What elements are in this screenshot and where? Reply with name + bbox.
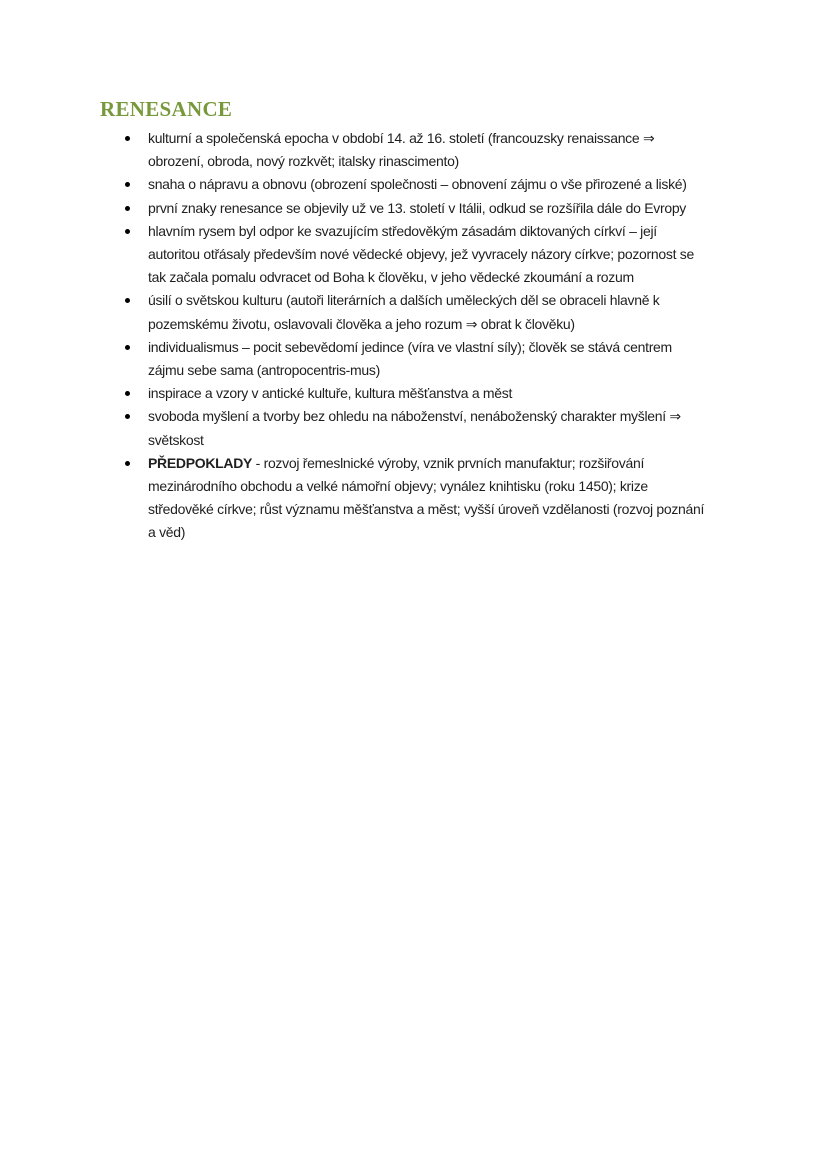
- bullet-icon: [125, 414, 130, 419]
- text-line: individualismus – pocit sebevědomí jedince (víra ve vlastní síly); člověk se stává centrem: [148, 338, 672, 355]
- bullet-text-block: [148, 452, 790, 545]
- list-item: [100, 289, 790, 335]
- text-line: hlavním rysem byl odpor ke svazujícím středověkým zásadám diktovaných církví – její: [148, 222, 657, 239]
- bullet-text-block: [148, 405, 790, 451]
- bullet-text: - rozvoj řemeslnické výroby, vznik prvních manufaktur; rozšiřování: [252, 454, 645, 471]
- bullet-text-block: [148, 289, 790, 335]
- list-item: [100, 173, 790, 196]
- bullet-icon: [125, 391, 130, 396]
- text-line: obrození, obroda, nový rozkvět; italsky rinascimento): [148, 153, 459, 170]
- bullet-text-block: [148, 336, 790, 382]
- bullet-icon: [125, 229, 130, 234]
- text-line: úsilí o světskou kulturu (autoři literárních a dalších uměleckých děl se obraceli hlavně k: [148, 292, 660, 309]
- text-line: autoritou otřásaly především nové vědecké objevy, jež vyvracely názory církve; pozornost se: [148, 246, 694, 263]
- text-line: pozemskému životu, oslavovali člověka a jeho rozum ⇒ obrat k člověku): [148, 315, 575, 332]
- text-line: první znaky renesance se objevily už ve 13. století v Itálii, odkud se rozšířila dále do Evropy: [148, 199, 687, 216]
- text-line: zájmu sebe sama (antropocentris-mus): [148, 362, 380, 379]
- bullet-icon: [125, 461, 130, 466]
- text-line: inspirace a vzory v antické kultuře, kultura měšťanstva a měst: [148, 385, 513, 402]
- bullet-icon: [125, 345, 130, 350]
- bullet-text-block: [148, 220, 790, 290]
- list-item: [100, 197, 790, 220]
- bullet-text-block: [148, 173, 790, 196]
- page-title: RENESANCE: [100, 97, 233, 121]
- bullet-bold-term: PŘEDPOKLADY: [148, 454, 253, 471]
- bullet-text-block: [148, 127, 790, 173]
- bullet-icon: [125, 136, 130, 141]
- bullet-text-block: [148, 197, 790, 220]
- list-item: [100, 382, 790, 405]
- bullet-icon: [125, 206, 130, 211]
- list-item: [100, 127, 790, 173]
- list-item: [100, 405, 790, 451]
- text-line: tak začala pomalu odvracet od Boha k člověku, v jeho vědecké zkoumání a rozum: [148, 269, 634, 286]
- text-line: [148, 452, 790, 475]
- document-content: [100, 97, 790, 545]
- text-line: a věd): [148, 524, 186, 541]
- text-line: mezinárodního obchodu a velké námořní objevy; vynález knihtisku (roku 1450); krize: [148, 478, 648, 495]
- text-line: snaha o nápravu a obnovu (obrození společnosti – obnovení zájmu o vše přirozené a liské): [148, 176, 687, 193]
- text-line: středověké církve; růst významu měšťanstva a měst; vyšší úroveň vzdělanosti (rozvoj poznání: [148, 501, 705, 518]
- text-line: světskost: [148, 431, 204, 448]
- bullet-list: [100, 127, 790, 545]
- bullet-text-block: [148, 382, 790, 405]
- text-line: kulturní a společenská epocha v období 14. až 16. století (francouzsky renaissance ⇒: [148, 130, 655, 146]
- bullet-icon: [125, 182, 130, 187]
- list-item: [100, 452, 790, 545]
- list-item: [100, 336, 790, 382]
- text-line: svoboda myšlení a tvorby bez ohledu na náboženství, nenáboženský charakter myšlení ⇒: [148, 408, 681, 425]
- bullet-icon: [125, 298, 130, 303]
- list-item: [100, 220, 790, 290]
